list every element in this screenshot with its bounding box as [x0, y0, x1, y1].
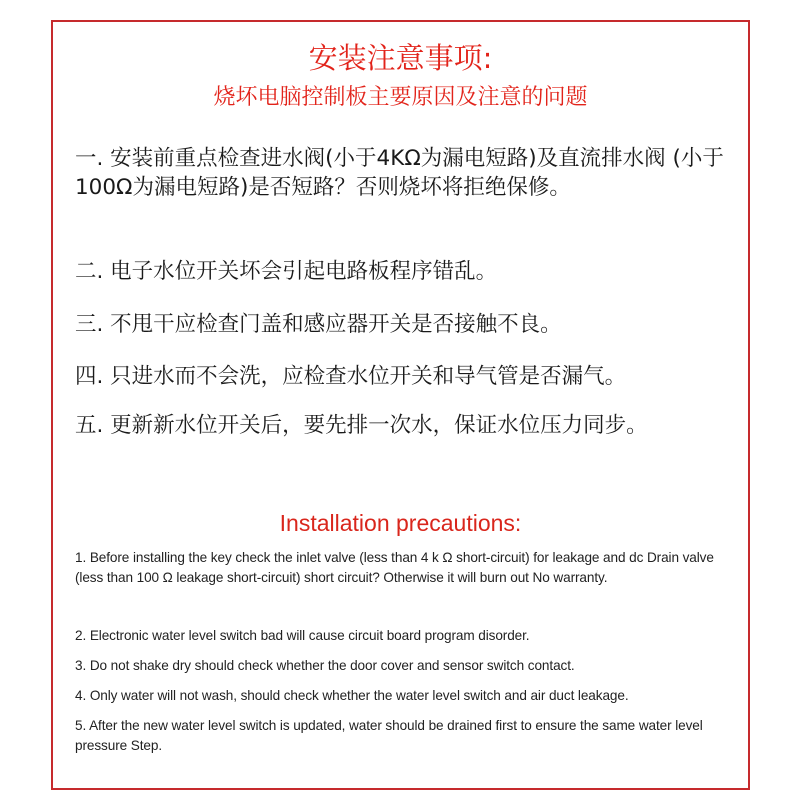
chinese-item-2: 二. 电子水位开关坏会引起电路板程序错乱。	[75, 259, 498, 284]
english-item-4: 4. Only water will not wash, should check whether the water level switch and air duct leakage.	[75, 688, 629, 703]
english-item-2: 2. Electronic water level switch bad will cause circuit board program disorder.	[75, 628, 530, 643]
english-item-1: 1. Before installing the key check the inlet valve (less than 4 k Ω short-circuit) for leakage and dc Drain valve (less than 100 Ω leakage short-circuit) short circuit? Otherwise it will burn out No warranty.	[75, 550, 714, 585]
chinese-item-1: 一. 安装前重点检查进水阀(小于4KΩ为漏电短路)及直流排水阀 (小于100Ω为漏电短路)是否短路？否则烧坏将拒绝保修。	[75, 146, 724, 200]
english-title: Installation precautions:	[279, 510, 522, 536]
english-item-3: 3. Do not shake dry should check whether the door cover and sensor switch contact.	[75, 658, 575, 673]
notice-frame	[51, 20, 750, 790]
chinese-title: 安装注意事项:	[308, 41, 493, 75]
chinese-item-5: 五. 更新新水位开关后，要先排一次水，保证水位压力同步。	[75, 413, 648, 438]
english-item-5: 5. After the new water level switch is updated, water should be drained first to ensure the same water level pressure Step.	[75, 718, 703, 753]
chinese-item-4: 四. 只进水而不会洗，应检查水位开关和导气管是否漏气。	[75, 364, 627, 389]
chinese-subtitle: 烧坏电脑控制板主要原因及注意的问题	[213, 85, 588, 110]
chinese-item-3: 三. 不甩干应检查门盖和感应器开关是否接触不良。	[75, 312, 562, 337]
